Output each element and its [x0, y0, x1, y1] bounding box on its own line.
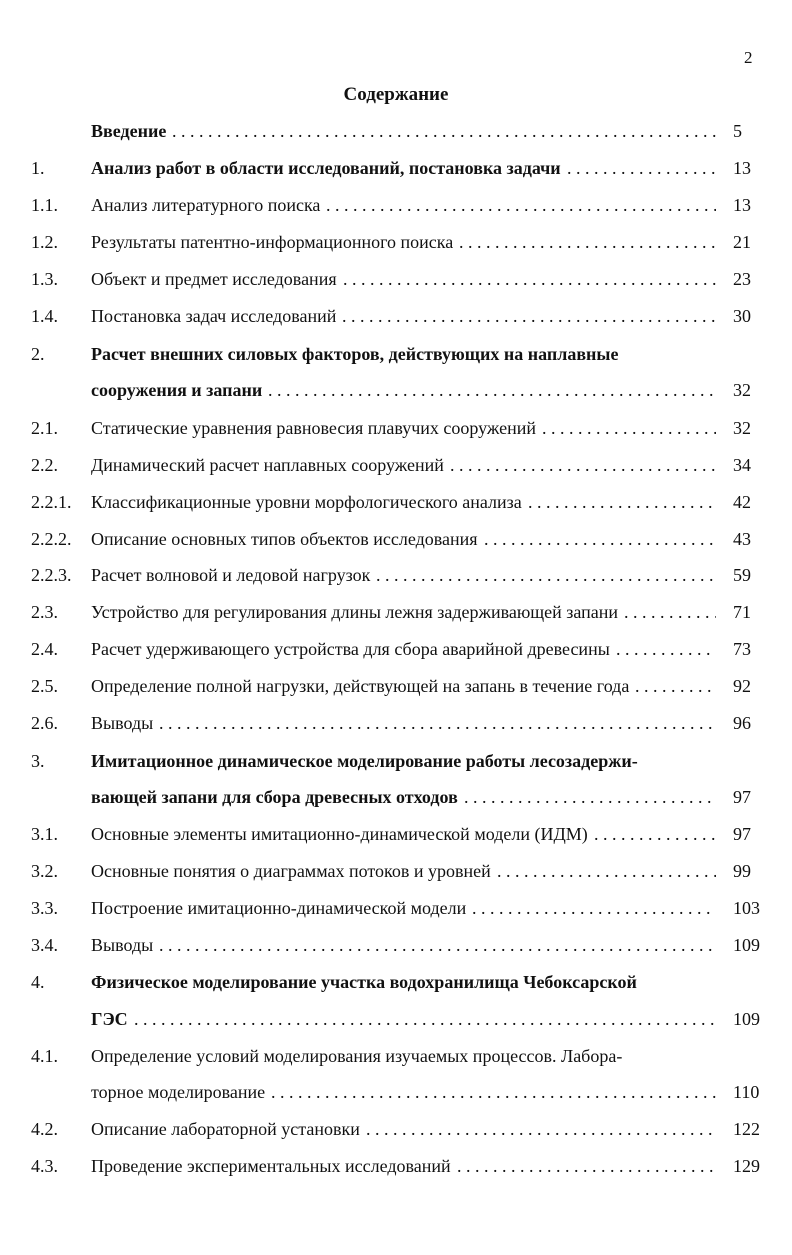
- toc-dot-leader: [484, 526, 716, 552]
- toc-entry-page: 34: [733, 455, 751, 475]
- toc-entry-page: 21: [733, 232, 751, 252]
- toc-entry-title: Основные элементы имитационно-динамической модели (ИДМ): [91, 824, 588, 844]
- toc-entry-page: 13: [733, 158, 751, 178]
- toc-entry-number: 2.2.: [31, 455, 58, 475]
- toc-entry: [0, 710, 792, 736]
- toc-entry-number: 2.2.2.: [31, 529, 72, 549]
- toc-entry-page: 122: [733, 1119, 760, 1139]
- toc-entry-page: 92: [733, 676, 751, 696]
- toc-dot-leader: [472, 895, 716, 921]
- toc-entry-title: Расчет внешних силовых факторов, действующих на наплавные: [91, 344, 619, 364]
- toc-entry-page: 30: [733, 306, 751, 326]
- toc-entry-number: 3.: [31, 751, 45, 771]
- toc-entry-page: 71: [733, 602, 751, 622]
- toc-entry-number: 1.1.: [31, 195, 58, 215]
- page-title: Содержание: [343, 84, 449, 105]
- toc-entry: [0, 155, 792, 181]
- toc-dot-leader: [326, 192, 716, 218]
- toc-dot-leader: [497, 858, 716, 884]
- toc-entry: [0, 452, 792, 478]
- toc-entry-title: Расчет волновой и ледовой нагрузок: [91, 565, 371, 585]
- toc-entry-title: Описание лабораторной установки: [91, 1119, 360, 1139]
- toc-entry-title: Результаты патентно-информационного поиска: [91, 232, 454, 252]
- toc-entry-title: ГЭС: [91, 1009, 128, 1029]
- toc-entry-page: 97: [733, 824, 751, 844]
- toc-entry-title: Определение условий моделирования изучаемых процессов. Лабора-: [91, 1046, 623, 1066]
- toc-entry: [0, 673, 792, 699]
- toc-entry-number: 2.1.: [31, 418, 58, 438]
- toc-entry-number: 3.1.: [31, 824, 58, 844]
- toc-entry-number: 1.: [31, 158, 45, 178]
- toc-dot-leader: [376, 562, 716, 588]
- toc-dot-leader: [464, 784, 716, 810]
- toc-dot-leader: [542, 415, 716, 441]
- toc-dot-leader: [159, 710, 716, 736]
- toc-entry-title: Выводы: [91, 935, 154, 955]
- toc-entry-number: 4.: [31, 972, 45, 992]
- toc-entry-page: 110: [733, 1082, 760, 1102]
- toc-entry: [0, 636, 792, 662]
- toc-entry: [0, 303, 792, 329]
- toc-entry: [0, 266, 792, 292]
- toc-entry-title: Выводы: [91, 713, 154, 733]
- toc-entry: [0, 415, 792, 441]
- toc-entry-title: Постановка задач исследований: [91, 306, 337, 326]
- toc-entry-number: 3.3.: [31, 898, 58, 918]
- toc-dot-leader: [616, 636, 716, 662]
- toc-entry-page: 103: [733, 898, 760, 918]
- toc-entry-page: 42: [733, 492, 751, 512]
- toc-entry-number: 2.3.: [31, 602, 58, 622]
- toc-entry: [0, 1079, 792, 1105]
- toc-entry: [0, 748, 792, 774]
- toc-entry-page: 43: [733, 529, 751, 549]
- toc-entry-title: вающей запани для сбора древесных отходов: [91, 787, 458, 807]
- toc-entry-number: 1.2.: [31, 232, 58, 252]
- toc-entry-title: Расчет удерживающего устройства для сбора аварийной древесины: [91, 639, 610, 659]
- toc-entry-page: 5: [733, 121, 742, 141]
- toc-dot-leader: [268, 377, 716, 403]
- toc-entry-title: Введение: [91, 121, 167, 141]
- toc-entry-page: 99: [733, 861, 751, 881]
- toc-dot-leader: [567, 155, 716, 181]
- toc-dot-leader: [457, 1153, 716, 1179]
- toc-entry-title: Физическое моделирование участка водохранилища Чебоксарской: [91, 972, 637, 992]
- toc-entry: [0, 229, 792, 255]
- toc-entry-number: 2.2.3.: [31, 565, 72, 585]
- toc-entry-page: 109: [733, 1009, 760, 1029]
- toc-entry-page: 59: [733, 565, 751, 585]
- toc-entry: [0, 969, 792, 995]
- toc-dot-leader: [624, 599, 716, 625]
- toc-dot-leader: [172, 118, 716, 144]
- toc-entry-page: 32: [733, 418, 751, 438]
- toc-entry-title: торное моделирование: [91, 1082, 266, 1102]
- toc-entry-number: 2.4.: [31, 639, 58, 659]
- toc-entry-page: 32: [733, 380, 751, 400]
- toc-entry-number: 1.4.: [31, 306, 58, 326]
- toc-dot-leader: [366, 1116, 716, 1142]
- toc-dot-leader: [450, 452, 716, 478]
- toc-entry: [0, 932, 792, 958]
- toc-entry-number: 4.3.: [31, 1156, 58, 1176]
- toc-entry-number: 4.1.: [31, 1046, 58, 1066]
- toc-entry-title: Динамический расчет наплавных сооружений: [91, 455, 444, 475]
- toc-entry: [0, 1006, 792, 1032]
- toc-entry-number: 2.5.: [31, 676, 58, 696]
- toc-entry-page: 97: [733, 787, 751, 807]
- toc-entry-title: Описание основных типов объектов исследования: [91, 529, 478, 549]
- toc-entry-page: 13: [733, 195, 751, 215]
- toc-entry-number: 1.3.: [31, 269, 58, 289]
- toc-entry-number: 4.2.: [31, 1119, 58, 1139]
- toc-entry-title: Построение имитационно-динамической модели: [91, 898, 467, 918]
- toc-entry: [0, 1153, 792, 1179]
- toc-entry-title: Классификационные уровни морфологического анализа: [91, 492, 522, 512]
- toc-entry: [0, 784, 792, 810]
- toc-entry-page: 96: [733, 713, 751, 733]
- toc-dot-leader: [594, 821, 716, 847]
- toc-entry-number: 2.2.1.: [31, 492, 72, 512]
- toc-entry-title: Статические уравнения равновесия плавучих сооружений: [91, 418, 537, 438]
- toc-entry: [0, 377, 792, 403]
- toc-entry-number: 3.2.: [31, 861, 58, 881]
- toc-dot-leader: [528, 489, 716, 515]
- toc-entry-title: Анализ литературного поиска: [91, 195, 321, 215]
- toc-entry-page: 73: [733, 639, 751, 659]
- toc-entry-title: Устройство для регулирования длины лежня задерживающей запани: [91, 602, 619, 622]
- toc-entry-number: 3.4.: [31, 935, 58, 955]
- toc-entry-title: Основные понятия о диаграммах потоков и уровней: [91, 861, 491, 881]
- toc-entry: [0, 118, 792, 144]
- toc-entry: [0, 821, 792, 847]
- toc-entry-number: 2.: [31, 344, 45, 364]
- toc-dot-leader: [159, 932, 716, 958]
- toc-dot-leader: [134, 1006, 716, 1032]
- toc-entry: [0, 562, 792, 588]
- toc-entry: [0, 1116, 792, 1142]
- toc-entry: [0, 526, 792, 552]
- toc-dot-leader: [635, 673, 716, 699]
- toc-dot-leader: [271, 1079, 716, 1105]
- toc-entry-page: 109: [733, 935, 760, 955]
- toc-entry: [0, 192, 792, 218]
- toc-entry-title: сооружения и запани: [91, 380, 263, 400]
- toc-dot-leader: [459, 229, 716, 255]
- toc-entry: [0, 489, 792, 515]
- toc-dot-leader: [342, 303, 716, 329]
- toc-entry-title: Объект и предмет исследования: [91, 269, 337, 289]
- toc-entry-number: 2.6.: [31, 713, 58, 733]
- page-number: 2: [744, 48, 753, 67]
- toc-entry: [0, 1043, 792, 1069]
- toc-dot-leader: [343, 266, 716, 292]
- toc-entry-title: Имитационное динамическое моделирование работы лесозадержи-: [91, 751, 638, 771]
- toc-entry-page: 23: [733, 269, 751, 289]
- toc-entry-page: 129: [733, 1156, 760, 1176]
- toc-entry: [0, 895, 792, 921]
- toc-entry-title: Проведение экспериментальных исследований: [91, 1156, 451, 1176]
- toc-entry: [0, 858, 792, 884]
- toc-entry: [0, 341, 792, 367]
- toc-entry-title: Анализ работ в области исследований, постановка задачи: [91, 158, 561, 178]
- toc-entry: [0, 599, 792, 625]
- toc-entry-title: Определение полной нагрузки, действующей на запань в течение года: [91, 676, 630, 696]
